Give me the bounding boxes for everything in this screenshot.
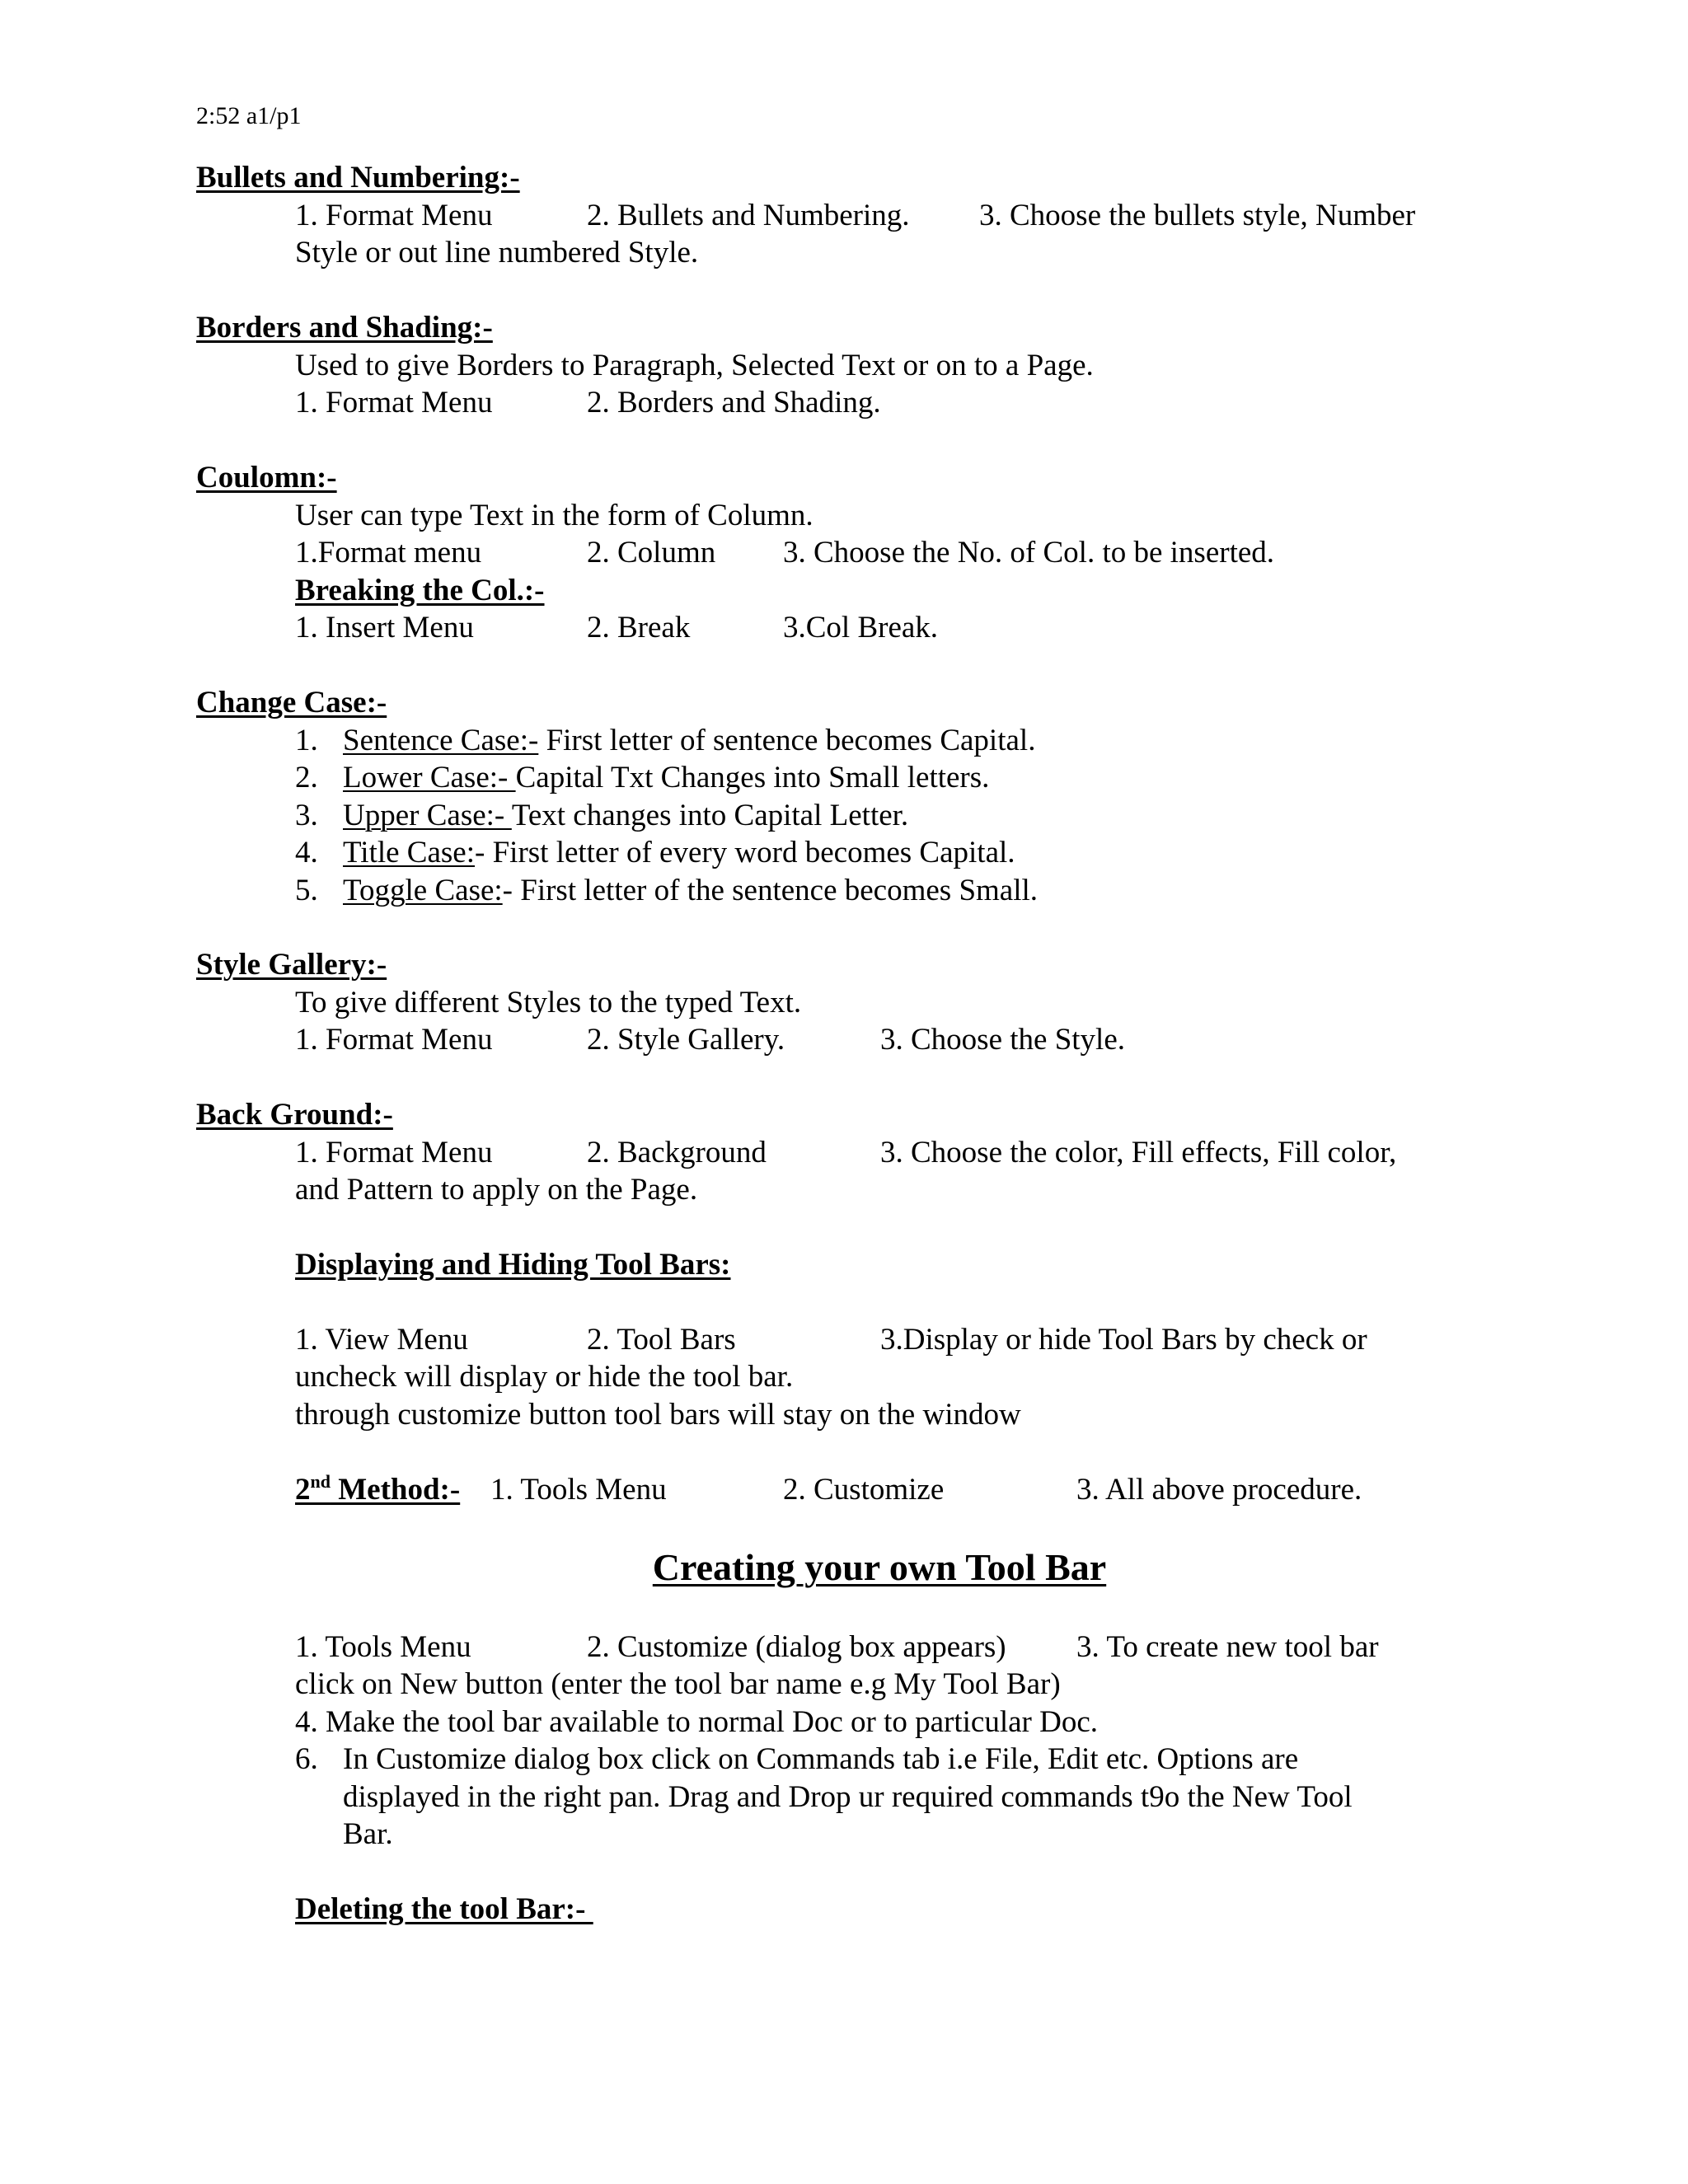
own-toolbar-step-1: 1. Tools Menu — [295, 1630, 471, 1664]
second-method-step-3: 3. All above procedure. — [1076, 1473, 1362, 1507]
second-method-number: 2 — [295, 1473, 311, 1507]
own-toolbar-step-6-line-2: displayed in the right pan. Drag and Drop ur required commands t9o the New Tool — [343, 1780, 1353, 1814]
change-case-item — [343, 722, 1035, 760]
second-method-suffix: nd — [310, 1471, 331, 1492]
break-step-1: 1. Insert Menu — [295, 611, 474, 644]
style-gallery-step-1: 1. Format Menu — [295, 1023, 493, 1057]
toolbars-heading: Displaying and Hiding Tool Bars: — [295, 1248, 731, 1282]
change-case-description: Text changes into Capital Letter. — [511, 799, 909, 832]
column-step-1: 1.Format menu — [295, 536, 482, 569]
own-toolbar-step-6-line-1: In Customize dialog box click on Commands tab i.e File, Edit etc. Options are — [343, 1742, 1299, 1776]
column-step-2: 2. Column — [587, 536, 716, 569]
change-case-heading: Change Case:- — [196, 686, 387, 719]
change-case-term: Upper Case:- — [343, 799, 512, 832]
change-case-item-number: 1. — [295, 724, 318, 757]
bullets-step-3: 3. Choose the bullets style, Number — [979, 199, 1416, 232]
background-step-3: 3. Choose the color, Fill effects, Fill color, — [880, 1136, 1397, 1169]
toolbars-step-2: 2. Tool Bars — [587, 1323, 736, 1357]
change-case-item — [343, 834, 1015, 872]
change-case-term: Title Case: — [343, 836, 476, 869]
change-case-item-number: 4. — [295, 836, 318, 869]
style-gallery-step-2: 2. Style Gallery. — [587, 1023, 785, 1057]
change-case-term: Lower Case:- — [343, 761, 516, 794]
change-case-item — [343, 797, 908, 835]
change-case-term: Sentence Case:- — [343, 724, 539, 757]
second-method-label — [295, 1471, 460, 1509]
style-gallery-heading: Style Gallery:- — [196, 948, 387, 982]
background-heading: Back Ground:- — [196, 1098, 393, 1132]
change-case-item-number: 2. — [295, 761, 318, 794]
borders-step-1: 1. Format Menu — [295, 386, 493, 419]
bullets-step-1: 1. Format Menu — [295, 199, 493, 232]
second-method-step-1: 1. Tools Menu — [490, 1473, 667, 1507]
change-case-description: - First letter of every word becomes Capital. — [475, 836, 1015, 869]
own-toolbar-step-6-number: 6. — [295, 1742, 318, 1776]
page-stamp: 2:52 a1/p1 — [196, 102, 302, 129]
second-method-text: Method:- — [330, 1473, 461, 1507]
change-case-item-number: 3. — [295, 799, 318, 832]
column-description: User can type Text in the form of Column. — [295, 499, 814, 532]
borders-description: Used to give Borders to Paragraph, Selected Text or on to a Page. — [295, 349, 1094, 382]
style-gallery-step-3: 3. Choose the Style. — [880, 1023, 1126, 1057]
break-step-2: 2. Break — [587, 611, 691, 644]
deleting-toolbar-heading: Deleting the tool Bar:- — [295, 1892, 593, 1926]
change-case-item — [343, 872, 1038, 910]
break-step-3: 3.Col Break. — [783, 611, 939, 644]
toolbars-step-3: 3.Display or hide Tool Bars by check or — [880, 1323, 1367, 1357]
own-toolbar-step-2: 2. Customize (dialog box appears) — [587, 1630, 1006, 1664]
borders-step-2: 2. Borders and Shading. — [587, 386, 881, 419]
change-case-description: Capital Txt Changes into Small letters. — [515, 761, 990, 794]
own-toolbar-title: Creating your own Tool Bar — [652, 1546, 1107, 1588]
toolbars-step-3-cont: uncheck will display or hide the tool bar. — [295, 1360, 794, 1394]
second-method-step-2: 2. Customize — [783, 1473, 945, 1507]
own-toolbar-step-3-cont: click on New button (enter the tool bar name e.g My Tool Bar) — [295, 1667, 1061, 1701]
own-toolbar-step-6-line-3: Bar. — [343, 1817, 393, 1851]
style-gallery-description: To give different Styles to the typed Text. — [295, 986, 802, 1019]
bullets-step-2: 2. Bullets and Numbering. — [587, 199, 910, 232]
breaking-column-heading: Breaking the Col.:- — [295, 574, 545, 607]
column-step-3: 3. Choose the No. of Col. to be inserted. — [783, 536, 1275, 569]
column-heading: Coulomn:- — [196, 461, 337, 494]
toolbars-step-1: 1. View Menu — [295, 1323, 468, 1357]
change-case-description: - First letter of the sentence becomes Small. — [502, 874, 1039, 907]
toolbars-note: through customize button tool bars will stay on the window — [295, 1398, 1021, 1432]
change-case-item-number: 5. — [295, 874, 318, 907]
change-case-description: First letter of sentence becomes Capital. — [538, 724, 1036, 757]
background-step-3-cont: and Pattern to apply on the Page. — [295, 1173, 698, 1207]
borders-heading: Borders and Shading:- — [196, 311, 493, 344]
bullets-heading: Bullets and Numbering:- — [196, 161, 520, 194]
background-step-1: 1. Format Menu — [295, 1136, 493, 1169]
background-step-2: 2. Background — [587, 1136, 767, 1169]
own-toolbar-step-4: 4. Make the tool bar available to normal Doc or to particular Doc. — [295, 1705, 1098, 1739]
change-case-term: Toggle Case: — [343, 874, 503, 907]
own-toolbar-step-3: 3. To create new tool bar — [1076, 1630, 1379, 1664]
bullets-step-3-cont: Style or out line numbered Style. — [295, 236, 699, 269]
change-case-item — [343, 759, 989, 797]
